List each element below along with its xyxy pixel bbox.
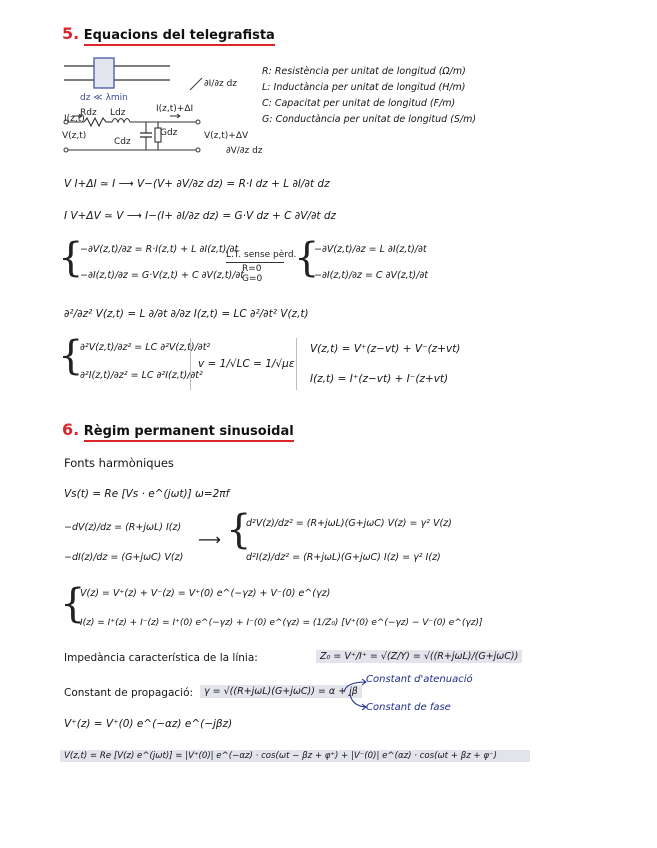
dz-label: dz ≪ λmin: [80, 93, 128, 103]
kirchhoff-voltage: V I+ΔI ≃ I ⟶ V−(V+ ∂V/∂z dz) = R·I dz + L ∂I/∂t dz: [64, 178, 330, 190]
helmholtz-i: d²I(z)/dz² = (R+jωL)(G+jωC) I(z) = γ² I(z): [246, 552, 441, 563]
brace-lossless: {: [294, 235, 320, 281]
kirchhoff-current: I V+ΔV ≃ V ⟶ I−(I+ ∂I/∂z dz) = G·V dz + C ∂V/∂t dz: [64, 210, 337, 222]
section5-title: Equacions del telegrafista: [84, 28, 275, 46]
propagation-formula: γ = √((R+jωL)(G+jωC)) = α + jβ: [200, 685, 362, 698]
section5-heading: [62, 24, 275, 43]
divider-1: [190, 338, 191, 390]
implication-arrow: ⟶: [198, 530, 221, 549]
impedance-formula: Z₀ = V⁺/I⁺ = √(Z/Y) = √((R+jωL)/(G+jωC)): [316, 650, 522, 663]
di-dz-label: ∂I/∂z dz: [204, 79, 238, 89]
section5-number: 5.: [62, 24, 80, 43]
helmholtz-v: d²V(z)/dz² = (R+jωL)(G+jωC) V(z) = γ² V(z): [246, 518, 452, 529]
v-out-label: V(z,t)+ΔV: [204, 131, 249, 141]
phasor-eq-v: −dV(z)/dz = (R+jωL) I(z): [64, 522, 182, 533]
i-out-label: I(z,t)+ΔI: [156, 104, 194, 114]
annotation-arrows: [340, 676, 368, 712]
lossless-arrow: [226, 262, 284, 263]
phasor-solution-i: I(z) = I⁺(z) + I⁻(z) = I⁺(0) e^(−γz) + I⁻(0) e^(γz) = (1/Z₀) [V⁺(0) e^(−γz) − V⁻(0) e^(γz)]: [80, 618, 483, 628]
legend-g: G: Conductància per unitat de longitud (S/m): [262, 114, 477, 125]
rdz-label: Rdz: [80, 108, 97, 118]
divider-2: [296, 338, 297, 390]
brace-solution: {: [60, 581, 86, 627]
vplus-expression: V⁺(z) = V⁺(0) e^(−αz) e^(−jβz): [64, 718, 233, 730]
lossless-cond-r: R=0: [242, 264, 262, 274]
brace-general: {: [58, 235, 84, 281]
wave-eq-v: ∂²V(z,t)/∂z² = LC ∂²V(z,t)/∂t²: [80, 342, 211, 353]
section6-heading: [62, 420, 294, 439]
telegrapher-eq-2: −∂I(z,t)/∂z = G·V(z,t) + C ∂V(z,t)/∂t: [80, 270, 244, 281]
legend-c: C: Capacitat per unitat de longitud (F/m): [262, 98, 456, 109]
lossless-label: L.T. sense pèrd.: [226, 250, 297, 260]
brace-wave: {: [58, 333, 84, 379]
velocity-formula: v = 1/√LC = 1/√με: [198, 358, 295, 370]
phase-note: Constant de fase: [366, 702, 451, 713]
lossless-eq-2: −∂I(z,t)/∂z = C ∂V(z,t)/∂t: [314, 270, 428, 281]
solution-v: V(z,t) = V⁺(z−vt) + V⁻(z+vt): [310, 343, 461, 355]
lossless-cond-g: G=0: [242, 274, 263, 284]
second-order-eq: ∂²/∂z² V(z,t) = L ∂/∂t ∂/∂z I(z,t) = LC ∂²/∂t² V(z,t): [64, 308, 309, 320]
lossless-eq-1: −∂V(z,t)/∂z = L ∂I(z,t)/∂t: [314, 244, 427, 255]
source-expression: Vs(t) = Re [Vs · e^(jωt)] ω=2πf: [64, 488, 230, 500]
attenuation-note: Constant d'atenuació: [366, 674, 473, 685]
i-in-label: I(z,t): [64, 114, 85, 124]
impedance-label: Impedància característica de la línia:: [64, 652, 258, 664]
phasor-solution-v: V(z) = V⁺(z) + V⁻(z) = V⁺(0) e^(−γz) + V⁻(0) e^(γz): [80, 588, 331, 599]
section6-title: Règim permanent sinusoidal: [84, 424, 294, 442]
v-in-label: V(z,t): [62, 131, 87, 141]
solution-i: I(z,t) = I⁺(z−vt) + I⁻(z+vt): [310, 373, 449, 385]
cdz-label: Cdz: [114, 137, 131, 147]
dv-dz-label: ∂V/∂z dz: [226, 146, 263, 156]
section6-subtitle: Fonts harmòniques: [64, 456, 174, 470]
gdz-label: Gdz: [160, 128, 178, 138]
section6-number: 6.: [62, 420, 80, 439]
ldz-label: Ldz: [110, 108, 126, 118]
telegrapher-eq-1: −∂V(z,t)/∂z = R·I(z,t) + L ∂I(z,t)/∂t: [80, 244, 239, 255]
legend-r: R: Resistència per unitat de longitud (Ω/m): [262, 66, 466, 77]
propagation-label: Constant de propagació:: [64, 687, 194, 699]
final-time-domain-voltage: V(z,t) = Re [V(z) e^(jωt)] = |V⁺(0)| e^(−αz) · cos(ωt − βz + φ⁺) + |V⁻(0)| e^(αz) · cos(ωt + βz + φ⁻): [60, 750, 530, 762]
legend-l: L: Inductància per unitat de longitud (H/m): [262, 82, 466, 93]
wave-eq-i: ∂²I(z,t)/∂z² = LC ∂²I(z,t)/∂t²: [80, 370, 203, 381]
brace-helmholtz: {: [226, 507, 252, 553]
phasor-eq-i: −dI(z)/dz = (G+jωC) V(z): [64, 552, 184, 563]
